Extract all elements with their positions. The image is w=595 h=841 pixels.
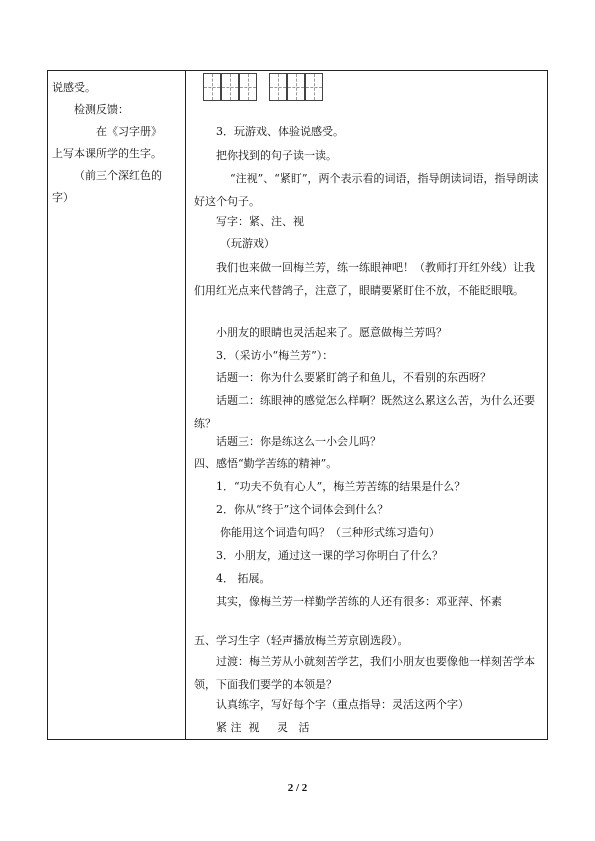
writing-box [221,73,239,101]
lesson-plan-table [47,70,548,740]
interview: 3．（采访小“梅兰芳”）： [216,349,334,362]
game-heading: 3．玩游戏、体验说感受。 [216,125,344,138]
question-2: 2．你从“终于”这个词体会到什么？ [216,503,389,516]
question-2b: 你能用这个词造句吗？（三种形式练习造句） [220,526,440,539]
write-chars: 写字：紧、注、视 [216,215,304,228]
read-sentence: 把你找到的句子读一读。 [216,149,337,162]
section-4-heading: 四、感悟“勤学苦练的精神”。 [194,457,338,470]
left-line-1: 说感受。 [52,81,96,94]
left-line-2: 检测反馈： [74,103,129,116]
question-3: 3．小朋友，通过这一课的学习你明白了什么？ [216,549,443,562]
chars-to-practice: 紧 注 视 灵 活 [216,721,310,734]
writing-box [269,73,287,101]
transition-text: 过渡：梅兰芳从小就刻苦学艺，我们小朋友也要像他一样刻苦学本领，下面我们要学的本领是？ [194,655,535,691]
eye-training: 我们也来做一回梅兰芳，练一练眼神吧！（教师打开红外线）让我们用红光点来代替鸽子，注意了，眼睛要紧盯住不放，不能眨眼哦。 [194,261,535,297]
play-game: （玩游戏） [220,237,275,250]
writing-box [287,73,305,101]
question-1: 1．“功夫不负有心人”，梅兰芳苦练的结果是什么？ [216,480,466,493]
writing-box [305,73,323,101]
left-column [48,71,185,209]
left-line-3: 在《习字册》 [96,125,162,138]
section-5-heading: 五、学习生字（轻声播放梅兰芳京剧选段）。 [194,634,409,647]
writing-box [203,73,221,101]
topic-2: 话题二：练眼神的感觉怎么样啊？既然这么累这么苦，为什么还要练？ [194,394,535,430]
page-number: 2 / 2 [287,782,308,794]
column-divider [185,71,186,739]
left-line-5: （前三个深红色的 [74,169,162,182]
writing-box [239,73,257,101]
extend-text: 其实，像梅兰芳一样勤学苦练的人还有很多：邓亚萍、怀素 [216,595,502,608]
topic-1: 话题一：你为什么要紧盯鸽子和鱼儿，不看别的东西呀？ [216,371,491,384]
left-line-6: 字） [52,191,74,204]
words-guide: “注视”、“紧盯”，两个表示看的词语，指导朗读词语，指导朗读好这个句子。 [194,172,539,208]
question-4: 4． 拓展。 [216,572,271,585]
practice-text: 认真练字，写好每个字（重点指导：灵活这两个字） [216,698,469,711]
topic-3: 话题三：你是练这么一小会儿吗？ [216,435,381,448]
left-line-4: 上写本课所学的生字。 [52,147,162,160]
kids-eyes: 小朋友的眼睛也灵活起来了。愿意做梅兰芳吗？ [216,326,447,339]
